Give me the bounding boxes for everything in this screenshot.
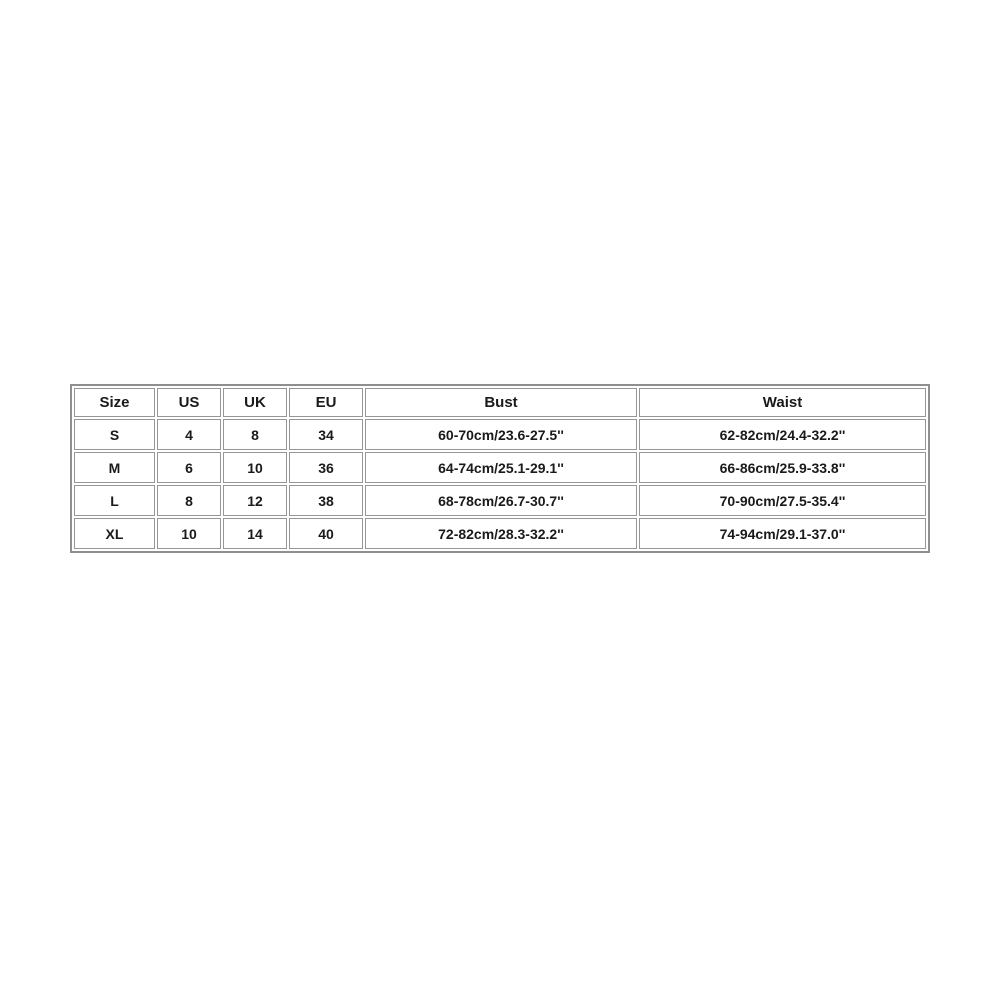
cell-waist: 66-86cm/25.9-33.8'': [639, 452, 926, 483]
table-header: [74, 388, 926, 417]
cell-size: XL: [74, 518, 155, 549]
cell-bust: 60-70cm/23.6-27.5'': [365, 419, 637, 450]
cell-size: L: [74, 485, 155, 516]
cell-bust: 68-78cm/26.7-30.7'': [365, 485, 637, 516]
column-header-size: Size: [74, 388, 155, 417]
column-header-waist: Waist: [639, 388, 926, 417]
cell-bust: 72-82cm/28.3-32.2'': [365, 518, 637, 549]
cell-uk: 12: [223, 485, 287, 516]
column-header-us: US: [157, 388, 221, 417]
column-header-eu: EU: [289, 388, 363, 417]
cell-uk: 8: [223, 419, 287, 450]
cell-waist: 62-82cm/24.4-32.2'': [639, 419, 926, 450]
table-row-m: [74, 452, 926, 483]
cell-uk: 14: [223, 518, 287, 549]
cell-eu: 40: [289, 518, 363, 549]
cell-eu: 36: [289, 452, 363, 483]
table-header-row: [74, 388, 926, 417]
cell-size: M: [74, 452, 155, 483]
table-row-l: [74, 485, 926, 516]
table-row-xl: [74, 518, 926, 549]
cell-us: 8: [157, 485, 221, 516]
cell-size: S: [74, 419, 155, 450]
cell-waist: 74-94cm/29.1-37.0'': [639, 518, 926, 549]
table-body: [74, 419, 926, 549]
cell-us: 4: [157, 419, 221, 450]
cell-bust: 64-74cm/25.1-29.1'': [365, 452, 637, 483]
cell-us: 10: [157, 518, 221, 549]
cell-eu: 38: [289, 485, 363, 516]
cell-eu: 34: [289, 419, 363, 450]
cell-us: 6: [157, 452, 221, 483]
column-header-bust: Bust: [365, 388, 637, 417]
size-chart-table: [70, 384, 930, 553]
cell-waist: 70-90cm/27.5-35.4'': [639, 485, 926, 516]
column-header-uk: UK: [223, 388, 287, 417]
cell-uk: 10: [223, 452, 287, 483]
table-row-s: [74, 419, 926, 450]
